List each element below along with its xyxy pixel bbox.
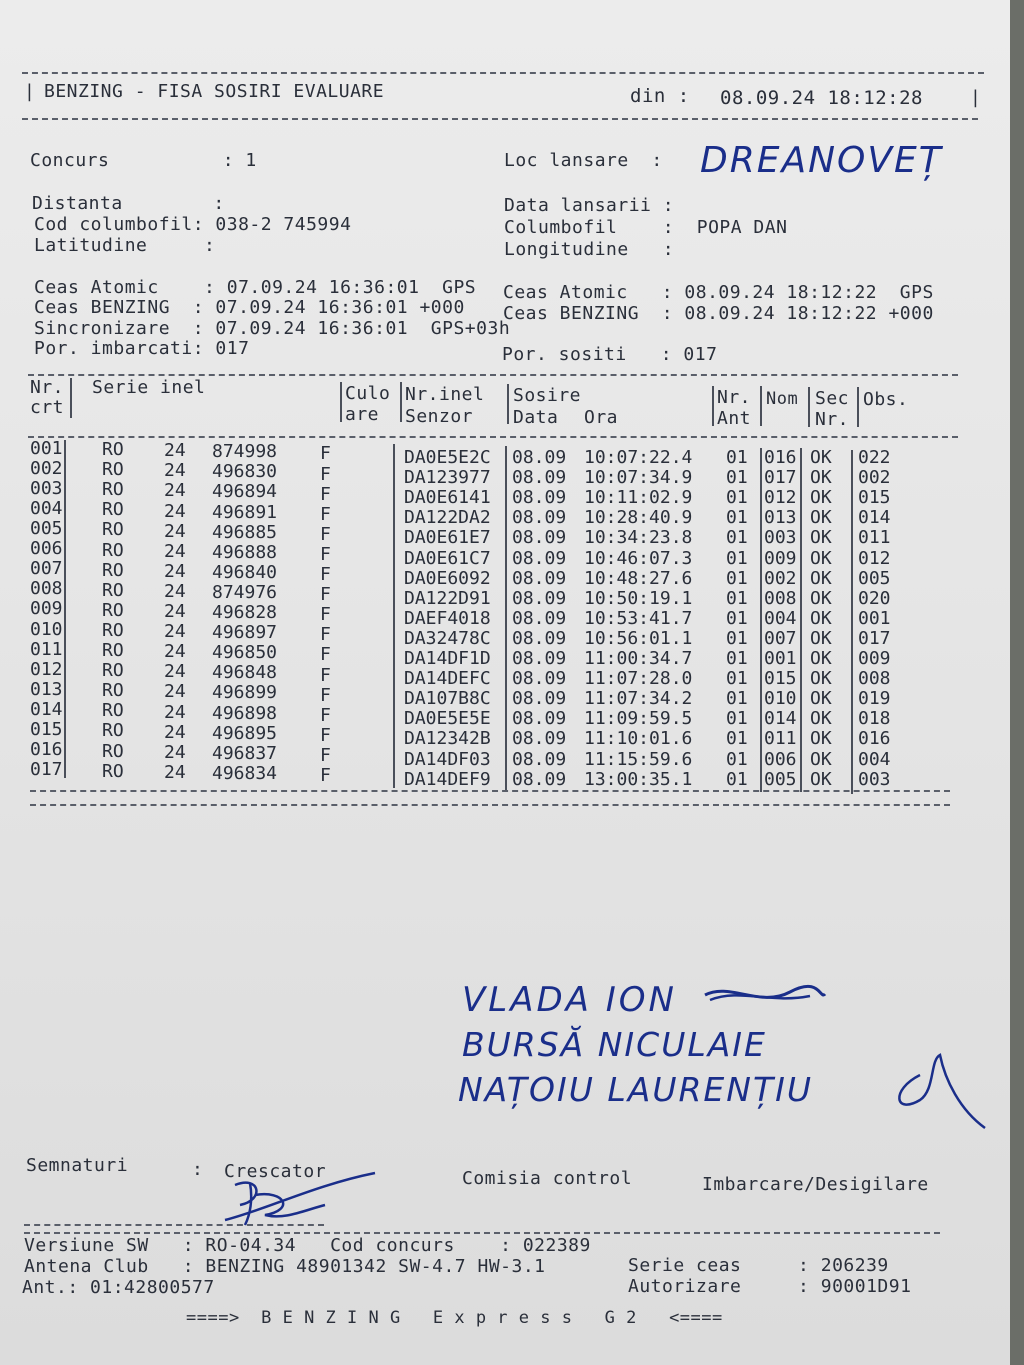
cell-obs: 009 bbox=[858, 648, 891, 669]
versiune-line: Versiune SW : RO-04.34 Cod concurs : 022389 bbox=[24, 1235, 591, 1256]
cell-senzor: DA122D91 bbox=[404, 587, 491, 609]
cell-sex: F bbox=[320, 443, 331, 465]
cell-inel: 496848 bbox=[212, 662, 278, 684]
cell-sex: F bbox=[320, 604, 331, 626]
header-separator bbox=[70, 378, 72, 418]
cell-senzor: DA0E61E7 bbox=[404, 527, 491, 549]
cell-sec: OK bbox=[810, 708, 832, 730]
cell-tara: RO bbox=[102, 640, 124, 662]
col-sosire-header: Sosire bbox=[513, 385, 582, 406]
cell-ora: 10:53:41.7 bbox=[584, 607, 693, 629]
cell-data: 08.09 bbox=[512, 668, 567, 690]
cell-data: 08.09 bbox=[512, 648, 567, 669]
cell-ora: 11:00:34.7 bbox=[584, 648, 693, 669]
cell-sex: F bbox=[320, 744, 331, 766]
cell-ora: 10:46:07.3 bbox=[584, 547, 693, 569]
cell-ant: 01 bbox=[726, 507, 748, 529]
cell-ora: 10:56:01.1 bbox=[584, 627, 693, 649]
cell-inel: 496837 bbox=[212, 742, 278, 764]
cell-data: 08.09 bbox=[512, 527, 567, 549]
cell-an: 24 bbox=[164, 621, 186, 643]
footer-rule-left bbox=[24, 1224, 324, 1226]
cell-sec: OK bbox=[810, 567, 832, 589]
cell-inel: 496885 bbox=[212, 521, 278, 543]
cell-sec: OK bbox=[810, 607, 832, 629]
cell-senzor: DA122DA2 bbox=[404, 507, 491, 529]
col-data-header: Data bbox=[513, 407, 559, 428]
cell-ora: 13:00:35.1 bbox=[584, 768, 693, 790]
cell-tara: RO bbox=[102, 760, 124, 782]
cell-tara: RO bbox=[102, 720, 124, 742]
cell-tara: RO bbox=[102, 559, 124, 581]
cell-nom: 007 bbox=[764, 627, 797, 649]
table-bottom-rule-2 bbox=[30, 804, 950, 806]
cell-senzor: DA14DF1D bbox=[404, 648, 491, 669]
col-ora-header: Ora bbox=[584, 407, 619, 428]
cell-obs: 012 bbox=[858, 547, 891, 569]
scribble-mark bbox=[700, 980, 830, 1010]
cell-sec: OK bbox=[810, 507, 832, 529]
cell-senzor: DA0E61C7 bbox=[404, 547, 491, 569]
cell-obs: 016 bbox=[858, 728, 891, 750]
cell-sec: OK bbox=[810, 688, 832, 710]
cell-tara: RO bbox=[102, 660, 124, 682]
cell-ant: 01 bbox=[726, 627, 748, 649]
cell-nr: 016 bbox=[30, 739, 63, 761]
cell-obs: 005 bbox=[858, 567, 891, 589]
table-bottom-rule-1 bbox=[30, 790, 950, 792]
body-separator bbox=[64, 440, 66, 778]
cell-ant: 01 bbox=[726, 728, 748, 750]
cell-senzor: DA14DEF9 bbox=[404, 768, 491, 790]
header-dashed-rule bbox=[22, 118, 978, 120]
cell-an: 24 bbox=[164, 661, 186, 683]
cell-inel: 496891 bbox=[212, 501, 278, 523]
cell-ora: 10:28:40.9 bbox=[584, 507, 693, 529]
cell-data: 08.09 bbox=[512, 467, 567, 489]
cell-obs: 017 bbox=[858, 627, 891, 649]
cell-obs: 002 bbox=[858, 467, 891, 489]
cell-nom: 002 bbox=[764, 567, 797, 589]
cell-an: 24 bbox=[164, 601, 186, 623]
col-are-header: are bbox=[345, 404, 380, 425]
cod-columbofil-line: Cod columbofil: 038-2 745994 bbox=[34, 214, 352, 235]
footer-rule bbox=[24, 1232, 940, 1234]
body-separator bbox=[505, 446, 507, 790]
cell-senzor: DA32478C bbox=[404, 627, 491, 649]
body-separator bbox=[851, 450, 853, 794]
cell-obs: 015 bbox=[858, 487, 891, 509]
ceas-atomic-right: Ceas Atomic : 08.09.24 18:12:22 GPS bbox=[503, 282, 934, 303]
cell-sec: OK bbox=[810, 627, 832, 649]
cell-an: 24 bbox=[164, 681, 186, 703]
cell-sex: F bbox=[320, 584, 331, 606]
cell-ant: 01 bbox=[726, 527, 748, 549]
cell-nr: 017 bbox=[30, 759, 63, 781]
cell-an: 24 bbox=[164, 520, 186, 542]
cell-ora: 10:07:34.9 bbox=[584, 467, 693, 489]
cell-ora: 10:50:19.1 bbox=[584, 587, 693, 609]
table-header-rule bbox=[28, 436, 958, 438]
cell-ora: 11:07:28.0 bbox=[584, 668, 693, 690]
benzing-brand-line: ====> B E N Z I N G E x p r e s s G 2 <==== bbox=[186, 1308, 723, 1328]
semnaturi-colon: : bbox=[192, 1159, 204, 1180]
col-obs-header: Obs. bbox=[863, 389, 909, 410]
cell-inel: 496897 bbox=[212, 622, 278, 644]
cell-ora: 11:15:59.6 bbox=[584, 748, 693, 770]
table-top-rule bbox=[28, 374, 958, 376]
cell-an: 24 bbox=[164, 701, 186, 723]
cell-sex: F bbox=[320, 463, 331, 485]
data-lansarii-line: Data lansarii : bbox=[504, 195, 675, 216]
semnaturi-label: Semnaturi bbox=[26, 1155, 129, 1176]
cell-inel: 496840 bbox=[212, 561, 278, 583]
cell-nom: 016 bbox=[764, 447, 797, 468]
date-label: din : bbox=[630, 85, 690, 107]
cell-an: 24 bbox=[164, 440, 186, 462]
cell-nr: 013 bbox=[30, 678, 63, 700]
cell-an: 24 bbox=[164, 540, 186, 562]
col-nrinel-header: Nr.inel bbox=[405, 384, 485, 405]
cell-tara: RO bbox=[102, 479, 124, 501]
sincronizare-line: Sincronizare : 07.09.24 16:36:01 GPS+03h bbox=[34, 318, 511, 339]
cell-nom: 003 bbox=[764, 527, 797, 549]
cell-sex: F bbox=[320, 564, 331, 585]
cell-an: 24 bbox=[164, 560, 186, 582]
col-serie-header: Serie inel bbox=[92, 377, 206, 398]
ceas-atomic-left: Ceas Atomic : 07.09.24 16:36:01 GPS bbox=[34, 277, 477, 298]
body-separator bbox=[760, 448, 762, 792]
cell-an: 24 bbox=[164, 761, 186, 783]
cell-inel: 496898 bbox=[212, 702, 278, 724]
handwritten-name-2: BURSĂ NICULAIE bbox=[462, 1025, 767, 1064]
cell-nr: 002 bbox=[30, 457, 63, 479]
cell-nr: 015 bbox=[30, 719, 63, 740]
cell-tara: RO bbox=[102, 499, 124, 521]
cell-ant: 01 bbox=[726, 668, 748, 690]
cell-ora: 11:10:01.6 bbox=[584, 728, 693, 750]
cell-an: 24 bbox=[164, 721, 186, 743]
loc-lansare-label: Loc lansare : bbox=[504, 150, 663, 171]
cell-ora: 11:09:59.5 bbox=[584, 708, 693, 730]
cell-nr: 014 bbox=[30, 698, 63, 720]
cell-sex: F bbox=[320, 724, 331, 746]
cell-obs: 008 bbox=[858, 668, 891, 690]
cell-sec: OK bbox=[810, 467, 832, 489]
cell-sex: F bbox=[320, 644, 331, 666]
latitudine-line: Latitudine : bbox=[34, 235, 216, 256]
cell-nom: 011 bbox=[764, 728, 797, 750]
cell-obs: 019 bbox=[858, 688, 891, 710]
cell-obs: 018 bbox=[858, 708, 891, 730]
cell-data: 08.09 bbox=[512, 768, 567, 790]
cell-sex: F bbox=[320, 543, 331, 565]
cell-nom: 012 bbox=[764, 487, 797, 509]
cell-ant: 01 bbox=[726, 567, 748, 589]
cell-sec: OK bbox=[810, 668, 832, 690]
header-separator bbox=[808, 387, 810, 427]
cell-ant: 01 bbox=[726, 748, 748, 770]
cell-nom: 010 bbox=[764, 688, 797, 710]
cell-nom: 013 bbox=[764, 507, 797, 529]
header-separator bbox=[857, 387, 859, 427]
cell-senzor: DA12342B bbox=[404, 728, 491, 750]
cell-nom: 014 bbox=[764, 708, 797, 730]
cell-nr: 008 bbox=[30, 578, 63, 600]
cell-sec: OK bbox=[810, 527, 832, 549]
cell-obs: 020 bbox=[858, 587, 891, 609]
cell-senzor: DAEF4018 bbox=[404, 607, 491, 629]
cell-data: 08.09 bbox=[512, 507, 567, 529]
ceas-benzing-left: Ceas BENZING : 07.09.24 16:36:01 +000 bbox=[34, 297, 465, 318]
signature-stroke bbox=[880, 1050, 990, 1140]
cell-sex: F bbox=[320, 523, 331, 545]
cell-nr: 005 bbox=[30, 518, 63, 539]
antena-line: Antena Club : BENZING 48901342 SW-4.7 HW-3.1 bbox=[24, 1256, 546, 1277]
cell-sex: F bbox=[320, 765, 331, 786]
header-separator bbox=[340, 382, 342, 422]
col-nr-header: Nr. bbox=[30, 377, 65, 398]
cell-data: 08.09 bbox=[512, 748, 567, 770]
cell-tara: RO bbox=[102, 700, 124, 722]
cell-inel: 496834 bbox=[212, 762, 278, 784]
cell-sec: OK bbox=[810, 748, 832, 770]
cell-inel: 496895 bbox=[212, 722, 278, 744]
cell-senzor: DA0E5E5E bbox=[404, 708, 491, 730]
cell-nom: 017 bbox=[764, 467, 797, 489]
cell-inel: 496850 bbox=[212, 642, 278, 664]
cell-sec: OK bbox=[810, 768, 832, 790]
cell-obs: 004 bbox=[858, 748, 891, 770]
handwritten-name-3: NAȚOIU LAURENȚIU bbox=[458, 1070, 813, 1109]
cell-sec: OK bbox=[810, 447, 832, 468]
autorizare-line: Autorizare : 90001D91 bbox=[628, 1276, 912, 1297]
cell-ant: 01 bbox=[726, 467, 748, 489]
cell-nr: 009 bbox=[30, 598, 63, 620]
cell-sex: F bbox=[320, 684, 331, 706]
cell-inel: 874998 bbox=[212, 441, 278, 463]
cell-senzor: DA0E6141 bbox=[404, 487, 491, 509]
cell-data: 08.09 bbox=[512, 708, 567, 730]
cell-data: 08.09 bbox=[512, 547, 567, 569]
cell-senzor: DA123977 bbox=[404, 467, 491, 489]
cell-inel: 496888 bbox=[212, 541, 278, 563]
cell-nr: 011 bbox=[30, 638, 63, 660]
col-senzor-header: Senzor bbox=[405, 406, 474, 427]
cell-obs: 011 bbox=[858, 527, 891, 549]
handwritten-name-1: VLADA ION bbox=[462, 980, 677, 1020]
header-left-bar: | bbox=[24, 81, 36, 102]
col-sec-header: Sec bbox=[815, 388, 850, 409]
serie-ceas-line: Serie ceas : 206239 bbox=[628, 1255, 889, 1276]
por-sositi-line: Por. sositi : 017 bbox=[502, 344, 718, 365]
cell-an: 24 bbox=[164, 460, 186, 482]
comisia-control-label: Comisia control bbox=[462, 1168, 633, 1189]
header-separator bbox=[400, 382, 402, 422]
cell-senzor: DA107B8C bbox=[404, 688, 491, 710]
cell-inel: 496894 bbox=[212, 481, 278, 503]
cell-sec: OK bbox=[810, 648, 832, 669]
cell-nr: 010 bbox=[30, 618, 63, 640]
cell-tara: RO bbox=[102, 599, 124, 621]
ceas-benzing-right: Ceas BENZING : 08.09.24 18:12:22 +000 bbox=[503, 303, 934, 324]
cell-inel: 874976 bbox=[212, 581, 278, 603]
loc-lansare-handwritten: DREANOVEȚ bbox=[700, 140, 943, 181]
cell-ant: 01 bbox=[726, 487, 748, 509]
cell-senzor: DA14DF03 bbox=[404, 748, 491, 770]
cell-inel: 496828 bbox=[212, 602, 278, 624]
cell-sec: OK bbox=[810, 547, 832, 569]
cell-obs: 014 bbox=[858, 507, 891, 529]
cell-nr: 012 bbox=[30, 658, 63, 680]
cell-an: 24 bbox=[164, 500, 186, 522]
top-dashed-rule bbox=[22, 72, 984, 74]
cell-tara: RO bbox=[102, 439, 124, 461]
cell-ant: 01 bbox=[726, 688, 748, 710]
header-separator bbox=[507, 384, 509, 424]
cell-ant: 01 bbox=[726, 607, 748, 629]
cell-sex: F bbox=[320, 704, 331, 726]
cell-ant: 01 bbox=[726, 708, 748, 730]
cell-ora: 10:11:02.9 bbox=[584, 487, 693, 509]
cell-nom: 006 bbox=[764, 748, 797, 770]
col-crt-header: crt bbox=[30, 397, 65, 418]
cell-nom: 015 bbox=[764, 668, 797, 690]
cell-tara: RO bbox=[102, 619, 124, 641]
cell-ant: 01 bbox=[726, 648, 748, 669]
header-right-bar: | bbox=[970, 87, 982, 108]
concurs-line: Concurs : 1 bbox=[30, 150, 257, 171]
col-nom-header: Nom bbox=[766, 389, 799, 409]
cell-obs: 003 bbox=[858, 768, 891, 790]
col-ant-header: Ant bbox=[717, 408, 752, 429]
cell-tara: RO bbox=[102, 579, 124, 601]
cell-ora: 10:07:22.4 bbox=[584, 447, 693, 468]
cell-ant: 01 bbox=[726, 547, 748, 569]
cell-nom: 001 bbox=[764, 648, 797, 669]
cell-ora: 10:34:23.8 bbox=[584, 527, 693, 549]
imbarcare-label: Imbarcare/Desigilare bbox=[702, 1174, 929, 1195]
cell-data: 08.09 bbox=[512, 728, 567, 750]
longitudine-line: Longitudine : bbox=[504, 239, 675, 260]
cell-inel: 496899 bbox=[212, 682, 278, 704]
cell-ora: 10:48:27.6 bbox=[584, 567, 693, 589]
cell-tara: RO bbox=[102, 539, 124, 561]
cell-nr: 007 bbox=[30, 558, 63, 580]
cell-data: 08.09 bbox=[512, 447, 567, 468]
col-culo-header: Culo bbox=[345, 383, 391, 404]
cell-nom: 004 bbox=[764, 607, 797, 629]
cell-sex: F bbox=[320, 664, 331, 686]
cell-senzor: DA0E6092 bbox=[404, 567, 491, 589]
cell-nr: 004 bbox=[30, 497, 63, 519]
cell-an: 24 bbox=[164, 741, 186, 763]
body-separator bbox=[800, 448, 802, 792]
cell-sec: OK bbox=[810, 587, 832, 609]
cell-tara: RO bbox=[102, 680, 124, 702]
cell-an: 24 bbox=[164, 641, 186, 663]
cell-inel: 496830 bbox=[212, 461, 278, 483]
cell-ora: 11:07:34.2 bbox=[584, 688, 693, 710]
cell-senzor: DA14DEFC bbox=[404, 668, 491, 690]
cell-data: 08.09 bbox=[512, 688, 567, 710]
cell-sec: OK bbox=[810, 728, 832, 750]
cell-tara: RO bbox=[102, 740, 124, 762]
cell-nom: 008 bbox=[764, 587, 797, 609]
cell-an: 24 bbox=[164, 480, 186, 502]
cell-data: 08.09 bbox=[512, 607, 567, 629]
col-nrant-header: Nr. bbox=[717, 387, 752, 408]
cell-sex: F bbox=[320, 483, 331, 505]
cell-obs: 022 bbox=[858, 447, 891, 468]
columbofil-line: Columbofil : POPA DAN bbox=[504, 217, 788, 238]
cell-obs: 001 bbox=[858, 607, 891, 629]
cell-ant: 01 bbox=[726, 768, 748, 790]
cell-sex: F bbox=[320, 503, 331, 525]
cell-nr: 003 bbox=[30, 477, 63, 499]
col-secnr-header: Nr. bbox=[815, 409, 850, 430]
cell-sex: F bbox=[320, 624, 331, 646]
date-value: 08.09.24 18:12:28 bbox=[720, 87, 923, 109]
cell-an: 24 bbox=[164, 580, 186, 602]
cell-ant: 01 bbox=[726, 587, 748, 609]
cell-nom: 009 bbox=[764, 547, 797, 569]
body-separator bbox=[393, 444, 395, 788]
cell-ant: 01 bbox=[726, 447, 748, 468]
cell-nom: 005 bbox=[764, 768, 797, 790]
cell-data: 08.09 bbox=[512, 627, 567, 649]
header-separator bbox=[712, 386, 714, 426]
cell-data: 08.09 bbox=[512, 567, 567, 589]
cell-nr: 006 bbox=[30, 538, 63, 560]
cell-tara: RO bbox=[102, 459, 124, 481]
ant-line: Ant.: 01:42800577 bbox=[22, 1277, 215, 1298]
distanta-line: Distanta : bbox=[32, 193, 225, 214]
cell-data: 08.09 bbox=[512, 487, 567, 509]
cell-tara: RO bbox=[102, 519, 124, 541]
cell-sec: OK bbox=[810, 487, 832, 509]
crescator-label: Crescator bbox=[224, 1161, 327, 1182]
por-imbarcati-line: Por. imbarcati: 017 bbox=[34, 338, 250, 359]
cell-nr: 001 bbox=[30, 437, 63, 459]
cell-data: 08.09 bbox=[512, 587, 567, 609]
header-separator bbox=[760, 386, 762, 426]
cell-senzor: DA0E5E2C bbox=[404, 447, 491, 468]
receipt-title: BENZING - FISA SOSIRI EVALUARE bbox=[44, 81, 385, 102]
